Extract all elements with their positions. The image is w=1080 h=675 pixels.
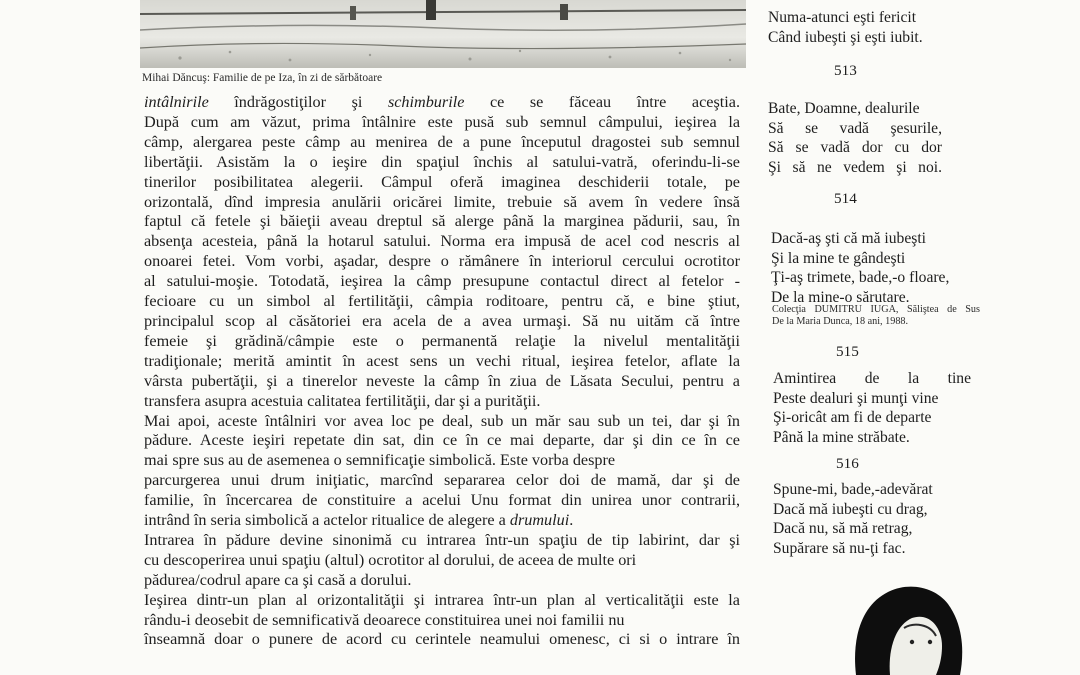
- text-line: intrând în seria simbolică a actelor ritualice de alegere a drumului.: [144, 511, 574, 530]
- text-line: Intrarea în pădure devine sinonimă cu intrarea într-un spaţiu de tip labirint, dar şi: [144, 530, 740, 549]
- text-line: orizontală, dînd impresia anulării oricărei limite, trebuie să avem în vedere însă: [144, 192, 740, 211]
- verse-line: Ţi-aş trimete, bade,-o floare,: [771, 269, 950, 287]
- photo-family-iza: [140, 0, 746, 68]
- text-line: cu descoperirea unui spaţiu (altul) ocrotitor al dorului, de aceea de multe ori: [144, 550, 637, 569]
- text-line: tradiţionale; merită amintit în acest sens un vechi ritual, ieşirea fetelor, aflate la: [144, 351, 740, 370]
- text-line: pădure. Aceste ieşiri repetate din sat, din ce în ce mai departe, dar şi din ce în ce: [144, 431, 740, 450]
- verse-line: Când iubeşti şi eşti iubit.: [768, 28, 923, 46]
- text-line: tinerilor posibilitatea alegerii. Câmpul oferă imaginea deschiderii totale, pe: [144, 172, 740, 191]
- text-line: absenţa acesteia, până la hotarul satului. Norma era impusă de acel cod nescris al: [144, 232, 740, 251]
- verse-line: Şi la mine te gândeşti: [771, 249, 906, 267]
- text-line: onoarei fetei. Vom vorbi, aşadar, despre o rămânere în interiorul cercului ocrotitor: [144, 252, 740, 271]
- verse-line: Supărare să nu-ţi fac.: [773, 539, 906, 557]
- photo-caption: Mihai Dăncuş: Familie de pe Iza, în zi de sărbătoare: [142, 72, 383, 84]
- text-line: familie, în încercarea de constituire a acelui Unu format din unirea unor contrarii,: [144, 491, 740, 510]
- verse-line: Să se vadă dor cu dor: [768, 139, 942, 157]
- verse-number: 516: [836, 455, 859, 472]
- verse-line: Şi-oricât am fi de departe: [773, 409, 932, 427]
- main-text: [144, 93, 740, 650]
- text-line: fecioare cu un simbol al fertilităţii, câmpia roditoare, pentru că, e bine ştiut,: [144, 292, 740, 311]
- verse-line: Numa-atunci eşti fericit: [768, 9, 917, 26]
- text-line: intâlnirile îndrăgostiţilor şi schimburile ce se făceau între aceştia.: [144, 93, 741, 111]
- text-line: înseamnă doar o punere de acord cu cerintele neamului omenesc, ci si o intrare în: [144, 630, 740, 649]
- text-line: Mai apoi, aceste întâlniri vor avea loc pe deal, sub un măr sau sub un tei, dar şi în: [144, 411, 740, 430]
- verse-line: Peste dealuri şi munţi vine: [773, 389, 939, 407]
- verse-line: Amintirea de la tine: [773, 370, 971, 387]
- verse-line: Să se vadă şesurile,: [768, 119, 942, 137]
- verse-line: Bate, Doamne, dealurile: [768, 100, 920, 117]
- verse-line: Dacă mă iubeşti cu drag,: [773, 500, 928, 518]
- text-line: transfera asupra acestuia calitatea fertilităţii, dar şi a purităţii.: [144, 391, 541, 410]
- verse-number: 513: [834, 62, 857, 79]
- verse-516: [773, 480, 983, 558]
- verse-513: [768, 99, 942, 177]
- text-line: faptul că fetele şi băieţii aveau dreptul să alerge până la marginea pădurii, sau, în: [144, 212, 740, 231]
- text-line: al satului-moşie. Totodată, ieşirea la câmp presupune contactul direct al fetelor -: [144, 272, 740, 291]
- collection-credit: Colecţia DUMITRU IUGA, Săliştea de Sus De la Maria Dunca, 18 ani, 1988.: [772, 304, 980, 327]
- text-line: mai spre sus au de asemenea o semnificaţie simbolică. Este vorba despre: [144, 451, 616, 470]
- text-line: femeie şi grădină/câmpie este o permanentă relaţie la nivelul mentalităţii: [144, 331, 740, 350]
- text-line: vârsta pubertăţii, şi a tinerelor neveste la câmp în ziua de Lăsata Secului, pentru a: [144, 371, 740, 390]
- text-line: parcurgerea unui drum iniţiatic, marcînd separarea celor doi de mamă, dar şi de: [144, 471, 740, 490]
- portrait-photo: [838, 582, 978, 675]
- text-line: libertăţii. Asistăm la o ieşire din spaţiul închis al satului-vatră, oferindu-li-se: [144, 152, 740, 171]
- verse-line: Şi să ne vedem şi noi.: [768, 158, 942, 176]
- text-line: După cum am văzut, prima întâlnire este pusă sub semnul câmpului, ieşirea la: [144, 112, 740, 131]
- verse-line: Dacă-aş şti că mă iubeşti: [771, 230, 927, 247]
- verse-number: 514: [834, 190, 857, 207]
- verse-line: Până la mine străbate.: [773, 428, 910, 446]
- verse-515: [773, 369, 971, 447]
- text-line: câmp, alergarea peste câmp au menirea de a pune începutul dragostei sub semnul: [144, 132, 740, 151]
- verse-512-end: [768, 8, 978, 47]
- verse-line: Spune-mi, bade,-adevărat: [773, 481, 933, 498]
- text-line: pădurea/codrul apare ca şi casă a dorului.: [144, 570, 412, 589]
- verse-number: 515: [836, 343, 859, 360]
- text-line: Ieşirea dintr-un plan al orizontalităţii şi intrarea într-un plan al verticalităţii este la: [144, 590, 740, 609]
- text-line: principalul scop al căsătoriei era acela de a avea urmaşi. Să nu uităm că între: [144, 311, 740, 330]
- verse-514: [771, 229, 981, 307]
- verse-line: De la mine-o sărutare.: [771, 288, 910, 306]
- text-line: rându-i deosebit de semnificativă deoarece constituirea unei noi familii nu: [144, 610, 625, 629]
- verse-line: Dacă nu, să mă retrag,: [773, 520, 913, 538]
